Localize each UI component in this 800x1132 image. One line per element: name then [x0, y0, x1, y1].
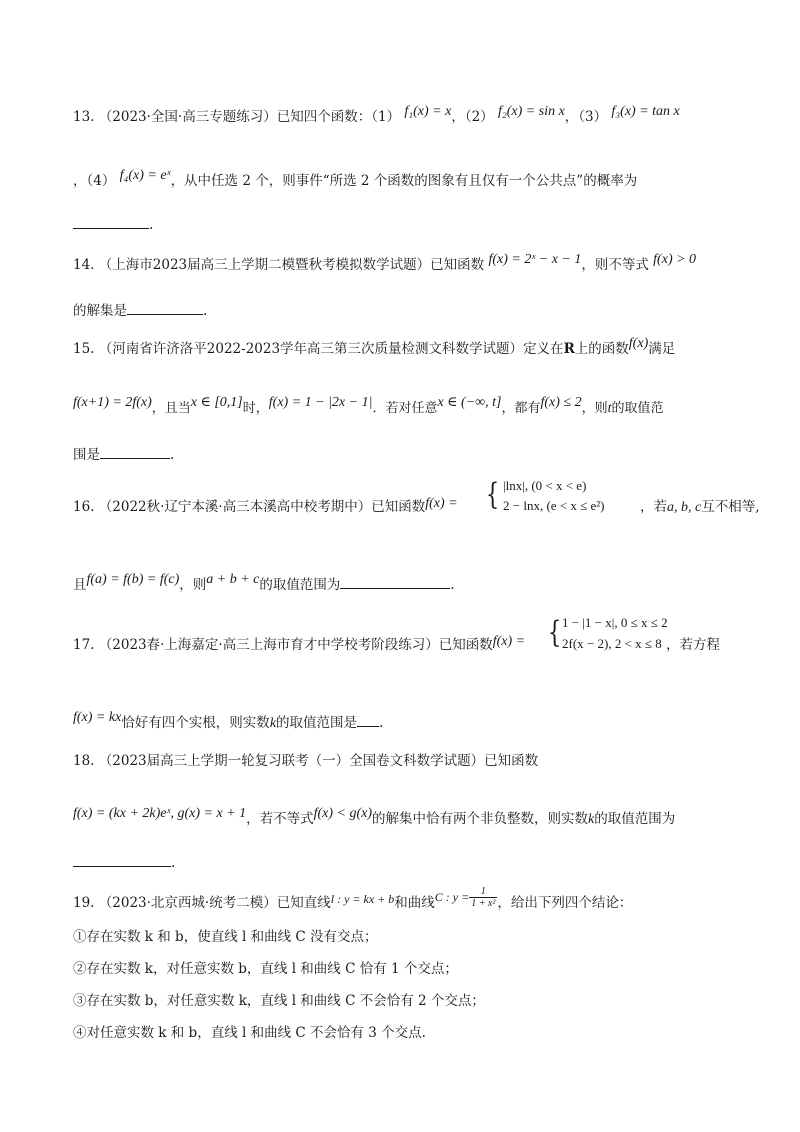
function-f2: f₂(x) = sin x — [497, 104, 565, 119]
question-19-line-1 — [73, 886, 740, 915]
question-stem: 和曲线 — [394, 895, 435, 911]
function-symbol: f(x) = — [425, 496, 458, 511]
function-definition: f(x) = 1 − |2x − 1| — [268, 395, 373, 410]
question-stem: ，给出下列四个结论： — [497, 895, 633, 911]
question-16-line-2 — [73, 574, 740, 595]
question-stem: ，若不等式 — [246, 811, 314, 827]
piecewise-case-2: 2 − lnx, (e < x ≤ e²) — [503, 498, 605, 513]
function-definitions: f(x) = (kx + 2k)eˣ, g(x) = x + 1 — [73, 806, 247, 821]
domain-interval: x ∈ [0,1] — [190, 395, 243, 410]
question-source: （上海市2023届高三上学期二模暨秋考模拟数学试题） — [98, 257, 431, 273]
question-source: （2023·全国·高三专题练习） — [98, 109, 277, 125]
conclusion-item-2: ②存在实数 k，对任意实数 b，直线 l 和曲线 C 恰有 1 个交点； — [73, 961, 458, 977]
question-stem: ，若方程 — [666, 637, 720, 653]
question-stem: ，若 — [640, 499, 667, 515]
question-stem: 的取值范围为 — [594, 811, 676, 827]
question-stem: 恰好有四个实根，则实数 — [121, 715, 270, 731]
question-stem: 的取值范围是 — [276, 715, 358, 731]
question-13-line-3 — [73, 214, 740, 234]
answer-blank[interactable] — [73, 214, 149, 229]
conclusion-item-4: ④对任意实数 k 和 b，直线 l 和曲线 C 不会恰有 3 个交点. — [73, 1025, 426, 1041]
question-stem: 已知函数 — [438, 637, 493, 653]
question-number: 15. — [73, 341, 95, 357]
function-expression: f(x) = 2ˣ − x − 1 — [488, 252, 582, 267]
question-source: （2023春·上海嘉定·高三上海市育才中学校考阶段练习） — [98, 637, 439, 653]
equation: f(a) = f(b) = f(c) — [86, 572, 180, 587]
question-stem: 的取值范 — [611, 401, 664, 416]
question-source: （2022秋·辽宁本溪·高三本溪高中校考期中） — [98, 499, 372, 515]
separator: ，（4） — [73, 173, 116, 189]
question-stem: ，则 — [179, 577, 207, 593]
question-number: 14. — [73, 257, 95, 273]
question-stem: ，则 — [581, 401, 608, 416]
question-source: （2023·北京西城·统考二模） — [98, 895, 277, 911]
period: . — [450, 577, 455, 593]
question-16-line-1-tail — [640, 498, 760, 517]
curve-fraction — [469, 886, 497, 909]
fraction-denominator: 1 + x² — [471, 898, 496, 909]
question-stem: 时， — [242, 401, 269, 416]
question-stem: 且 — [73, 577, 87, 593]
question-stem: 定义在 — [523, 341, 564, 357]
question-stem: 围是 — [73, 447, 100, 463]
question-stem: 的解集是 — [73, 303, 127, 319]
variable-t: t — [607, 401, 612, 416]
variable-k: k — [269, 716, 277, 731]
question-stem: 互不相等, — [701, 499, 760, 515]
sum-expression: a + b + c — [206, 572, 260, 587]
question-stem: ．若对任意 — [372, 401, 438, 416]
real-set-symbol: R — [563, 341, 575, 357]
question-number: 17. — [73, 637, 95, 653]
answer-blank[interactable] — [357, 712, 379, 727]
piecewise-case-2: 2f(x − 2), 2 < x ≤ 8 — [562, 636, 662, 651]
question-stem: 已知函数 — [371, 499, 426, 515]
question-15-line-1 — [73, 336, 740, 359]
question-14-line-1 — [73, 252, 740, 275]
conclusion-item-1: ①存在实数 k 和 b，使直线 l 和曲线 C 没有交点； — [73, 929, 378, 945]
fraction-numerator: 1 — [480, 886, 486, 897]
answer-blank[interactable] — [73, 852, 171, 867]
question-number: 18. — [73, 753, 95, 769]
inequality: f(x) > 0 — [653, 252, 697, 267]
question-stem: 的取值范围为 — [259, 577, 341, 593]
question-18-line-1 — [73, 752, 740, 770]
period: . — [203, 303, 208, 319]
equation: f(x) = kx — [73, 710, 122, 725]
question-stem-continued: ，从中任选 2 个，则事件“所选 2 个函数的图象有且仅有一个公共点”的概率为 — [170, 173, 638, 189]
question-17-line-1-tail — [666, 636, 720, 654]
line-equation: l : y = kx + b — [330, 892, 395, 906]
question-15-line-2 — [73, 395, 740, 418]
question-17-line-2 — [73, 712, 740, 733]
question-number: 16. — [73, 499, 95, 515]
answer-blank[interactable] — [127, 300, 203, 315]
question-stem: 已知四个函数：（1） — [276, 109, 401, 125]
piecewise-brace: { — [547, 615, 562, 650]
question-stem: ，且当 — [151, 401, 191, 416]
question-number: 13. — [73, 109, 95, 125]
function-f4: f₄(x) = eˣ — [119, 168, 171, 183]
question-stem: 满足 — [648, 341, 676, 357]
question-stem: 已知直线 — [276, 895, 331, 911]
function-f3: f₃(x) = tan x — [611, 104, 680, 119]
period: . — [170, 447, 175, 463]
function-symbol: f(x) = — [492, 634, 526, 649]
question-18-line-2 — [73, 806, 740, 829]
piecewise-case-1: |lnx|, (0 < x < e) — [503, 478, 587, 493]
inequality: f(x) ≤ 2 — [540, 395, 582, 410]
conclusion-item-3: ③存在实数 b，对任意实数 k，直线 l 和曲线 C 不会恰有 2 个交点； — [73, 993, 485, 1009]
variables-abc: a, b, c — [667, 500, 702, 515]
question-18-line-3 — [73, 852, 740, 872]
variable-k: k — [588, 812, 595, 827]
curve-equation-lhs: C : y = — [434, 890, 470, 904]
question-stem: 已知函数 — [484, 753, 539, 769]
question-stem: ，则不等式 — [581, 257, 649, 273]
question-source: （河南省许济洛平2022-2023学年高三第三次质量检测文科数学试题） — [98, 341, 524, 357]
inequality: f(x) < g(x) — [313, 806, 373, 821]
question-source: （2023届高三上学期一轮复习联考（一）全国卷文科数学试题） — [98, 753, 485, 769]
function-symbol: f(x) — [628, 336, 649, 351]
piecewise-case-1: 1 − |1 − x|, 0 ≤ x ≤ 2 — [562, 615, 668, 630]
question-stem: 已知函数 — [430, 257, 485, 273]
question-number: 19. — [73, 895, 95, 911]
piecewise-brace: { — [485, 477, 500, 512]
period: . — [171, 855, 176, 871]
period: . — [149, 217, 154, 233]
question-13-line-1 — [73, 104, 740, 127]
separator: ，（2） — [451, 109, 494, 125]
functional-equation: f(x+1) = 2f(x) — [73, 395, 152, 410]
domain-interval-2: x ∈ (−∞, t] — [437, 395, 502, 410]
answer-blank[interactable] — [340, 574, 450, 589]
function-f1: f₁(x) = x — [404, 104, 452, 119]
question-stem: 的解集中恰有两个非负整数，则实数 — [372, 811, 589, 827]
question-15-line-3 — [73, 444, 740, 464]
answer-blank[interactable] — [100, 444, 170, 459]
question-stem: ，都有 — [501, 401, 541, 416]
question-stem: 上的函数 — [574, 341, 629, 357]
period: . — [379, 715, 384, 731]
question-14-line-2 — [73, 300, 740, 320]
question-13-line-2 — [73, 168, 740, 191]
separator: ，（3） — [564, 109, 608, 125]
